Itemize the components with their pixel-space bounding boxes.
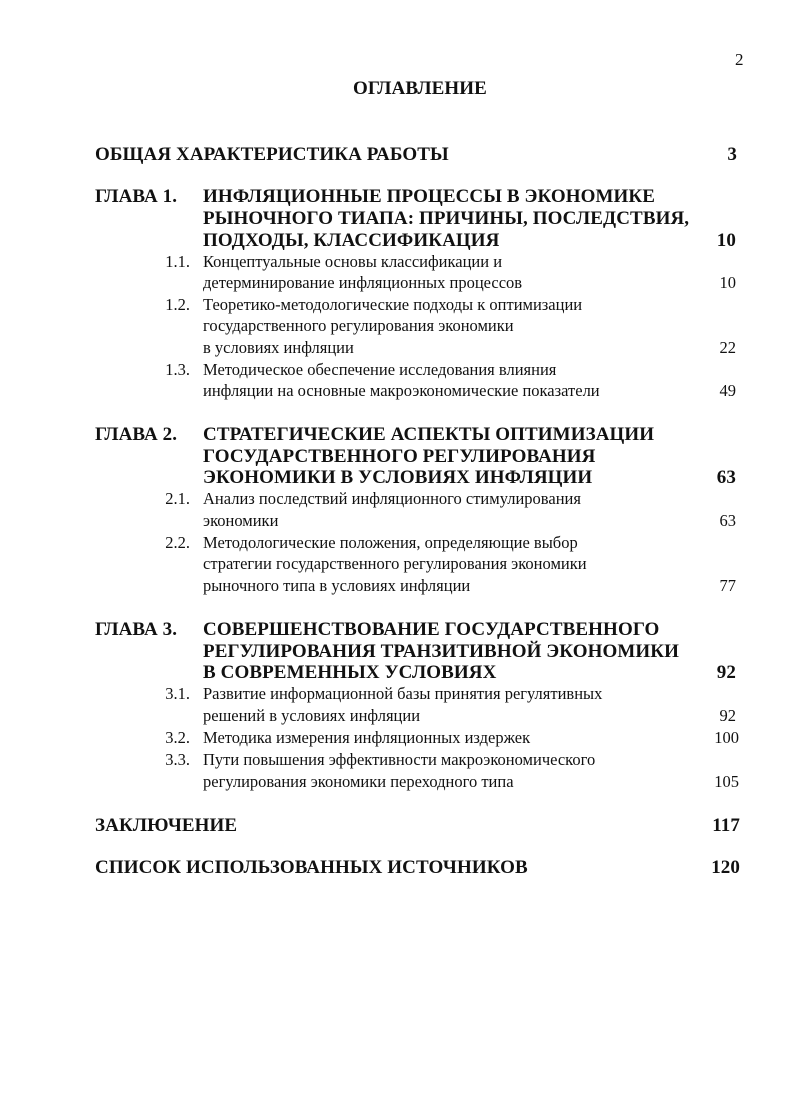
section-1-3-line-1: Методическое обеспечение исследования влияния xyxy=(203,360,557,379)
chapter-1-title-line-1: ИНФЛЯЦИОННЫЕ ПРОЦЕССЫ В ЭКОНОМИКЕ xyxy=(203,186,656,207)
toc-general-page: 3 xyxy=(727,144,737,165)
section-3-3-number: 3.3. xyxy=(165,750,190,769)
section-1-2-number: 1.2. xyxy=(165,295,190,314)
section-3-1-line-2: решений в условиях инфляции xyxy=(203,706,421,725)
section-2-2-line-1: Методологические положения, определяющие выбор xyxy=(203,533,578,552)
chapter-2-page: 63 xyxy=(716,467,736,488)
section-3-3-line-1: Пути повышения эффективности макроэкономического xyxy=(203,750,596,769)
chapter-3-page: 92 xyxy=(716,662,736,683)
chapter-2-title-line-1: СТРАТЕГИЧЕСКИЕ АСПЕКТЫ ОПТИМИЗАЦИИ xyxy=(203,424,655,445)
section-3-2-number: 3.2. xyxy=(165,728,190,747)
section-1-1-number: 1.1. xyxy=(165,252,190,271)
section-1-2-line-1: Теоретико-методологические подходы к оптимизации xyxy=(203,295,583,314)
section-1-3-number: 1.3. xyxy=(165,360,190,379)
chapter-3-title-line-1: СОВЕРШЕНСТВОВАНИЕ ГОСУДАРСТВЕННОГО xyxy=(203,619,660,640)
section-1-3-page: 49 xyxy=(719,381,736,400)
section-2-2-number: 2.2. xyxy=(165,533,190,552)
toc-general-label: ОБЩАЯ ХАРАКТЕРИСТИКА РАБОТЫ xyxy=(95,144,449,165)
toc-title: ОГЛАВЛЕНИЕ xyxy=(353,78,487,99)
section-3-2-line-1: Методика измерения инфляционных издержек xyxy=(203,728,531,747)
toc-references-label: СПИСОК ИСПОЛЬЗОВАННЫХ ИСТОЧНИКОВ xyxy=(95,857,528,878)
section-1-2-page: 22 xyxy=(719,338,736,357)
chapter-3-title-line-2: РЕГУЛИРОВАНИЯ ТРАНЗИТИВНОЙ ЭКОНОМИКИ xyxy=(203,641,680,662)
section-1-1-page: 10 xyxy=(719,273,736,292)
section-2-2-line-3: рыночного типа в условиях инфляции xyxy=(203,576,471,595)
section-2-2-line-2: стратегии государственного регулирования экономики xyxy=(203,554,587,573)
chapter-2-title-line-2: ГОСУДАРСТВЕННОГО РЕГУЛИРОВАНИЯ xyxy=(203,446,596,467)
section-2-1-page: 63 xyxy=(719,511,736,530)
chapter-2-label: ГЛАВА 2. xyxy=(95,424,178,445)
section-2-1-number: 2.1. xyxy=(165,489,190,508)
section-3-2-page: 100 xyxy=(714,728,739,747)
chapter-1-title-line-2: РЫНОЧНОГО ТИАПА: ПРИЧИНЫ, ПОСЛЕДСТВИЯ, xyxy=(203,208,690,229)
chapter-1-title-line-3: ПОДХОДЫ, КЛАССИФИКАЦИЯ xyxy=(203,230,500,251)
section-3-3-line-2: регулирования экономики переходного типа xyxy=(203,772,514,791)
chapter-2-title-line-3: ЭКОНОМИКИ В УСЛОВИЯХ ИНФЛЯЦИИ xyxy=(203,467,593,488)
section-2-2-page: 77 xyxy=(719,576,736,595)
page-number: 2 xyxy=(735,50,744,69)
section-2-1-line-2: экономики xyxy=(203,511,279,530)
chapter-3-label: ГЛАВА 3. xyxy=(95,619,178,640)
chapter-3-title-line-3: В СОВРЕМЕННЫХ УСЛОВИЯХ xyxy=(203,662,497,683)
section-3-1-line-1: Развитие информационной базы принятия регулятивных xyxy=(203,684,603,703)
section-1-2-line-3: в условиях инфляции xyxy=(203,338,354,357)
toc-conclusion-page: 117 xyxy=(712,815,740,836)
toc-conclusion-label: ЗАКЛЮЧЕНИЕ xyxy=(95,815,238,836)
section-3-1-number: 3.1. xyxy=(165,684,190,703)
toc-references-page: 120 xyxy=(711,857,740,878)
section-1-3-line-2: инфляции на основные макроэкономические показатели xyxy=(203,381,600,400)
section-1-1-line-1: Концептуальные основы классификации и xyxy=(203,252,503,271)
section-1-1-line-2: детерминирование инфляционных процессов xyxy=(203,273,523,292)
chapter-1-page: 10 xyxy=(716,230,736,251)
section-3-3-page: 105 xyxy=(714,772,739,791)
section-3-1-page: 92 xyxy=(719,706,736,725)
section-2-1-line-1: Анализ последствий инфляционного стимулирования xyxy=(203,489,581,508)
section-1-2-line-2: государственного регулирования экономики xyxy=(203,316,514,335)
chapter-1-label: ГЛАВА 1. xyxy=(95,186,178,207)
